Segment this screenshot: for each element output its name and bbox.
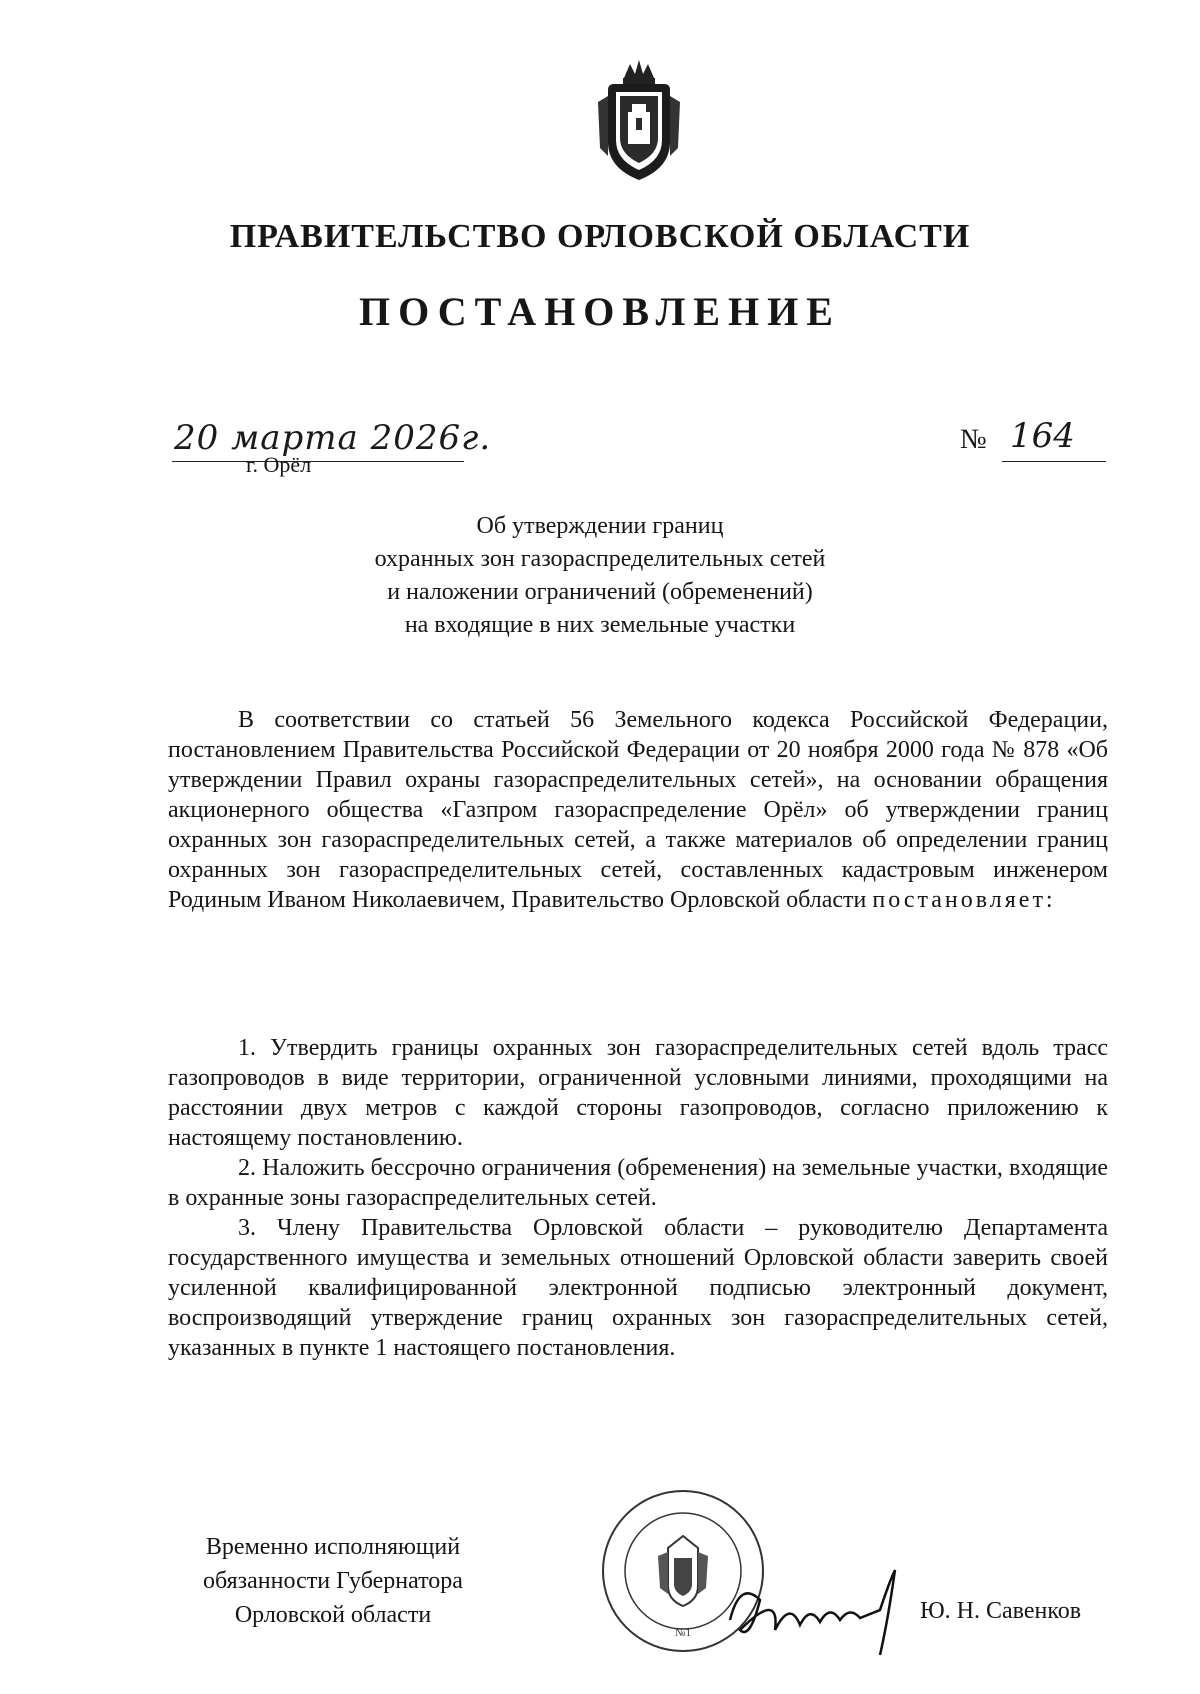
number-sign: № — [960, 424, 987, 455]
document-type: ПОСТАНОВЛЕНИЕ — [359, 289, 841, 334]
preamble-block — [168, 705, 1108, 915]
city-label: г. Орёл — [246, 452, 312, 477]
item-paragraph: 3. Члену Правительства Орловской области – руководителю Департамента государственного имущества и земельных отношений Орловской области заверить своей усиленной квалифицированной электронной подписью электронный документ, воспроизводящий утверждение границ охранных зон газораспределительных сетей, указанных в пункте 1 настоящего постановления. — [168, 1215, 1108, 1361]
title-line: и наложении ограничений (обременений) — [387, 579, 813, 605]
document-title — [0, 510, 1200, 642]
number-underline — [1002, 461, 1106, 462]
orel-oblast-coat-of-arms-icon — [594, 56, 684, 184]
date-underline — [172, 461, 464, 462]
position-line: обязанности Губернатора — [203, 1568, 463, 1594]
svg-text:№1: №1 — [675, 1627, 691, 1639]
signatory-name: Ю. Н. Савенков — [920, 1598, 1082, 1624]
items-block — [168, 1033, 1108, 1363]
title-line: Об утверждении границ — [476, 513, 724, 539]
signatory-position — [168, 1530, 498, 1632]
item-paragraph: 1. Утвердить границы охранных зон газораспределительных сетей вдоль трасс газопроводов в виде территории, ограниченной условными линиями, проходящими на расстоянии двух метров с каждой стороны газопроводов, согласно приложению к настоящему постановлению. — [168, 1035, 1108, 1151]
position-line: Временно исполняющий — [205, 1534, 461, 1560]
handwritten-signature-icon — [720, 1560, 920, 1660]
position-line: Орловской области — [234, 1602, 432, 1628]
title-line: на входящие в них земельные участки — [404, 612, 796, 638]
date-handwritten: 20 марта 2026г. — [174, 418, 492, 458]
document-number: 164 — [1010, 416, 1075, 456]
organization-title: ПРАВИТЕЛЬСТВО ОРЛОВСКОЙ ОБЛАСТИ — [229, 218, 971, 255]
preamble-text: В соответствии со статьей 56 Земельного кодекса Российской Федерации, постановлением Правительства Российской Федерации от 20 ноября 2000 года № 878 «Об утверждении Правил охраны газораспределительных сетей», на основании обращения акционерного общества «Газпром газораспределение Орёл» об утверждении границ охранных зон газораспределительных сетей, а также материалов об определении границ охранных зон газораспределительных сетей, составленных кадастровым инженером Родиным Иваном Николаевичем, Правительство Орловской области — [168, 707, 1108, 913]
title-line: охранных зон газораспределительных сетей — [374, 546, 826, 572]
preamble-paragraph — [168, 705, 1108, 915]
decree-word: постановляет: — [872, 887, 1056, 913]
item-paragraph: 2. Наложить бессрочно ограничения (обременения) на земельные участки, входящие в охранные зоны газораспределительных сетей. — [168, 1155, 1108, 1211]
